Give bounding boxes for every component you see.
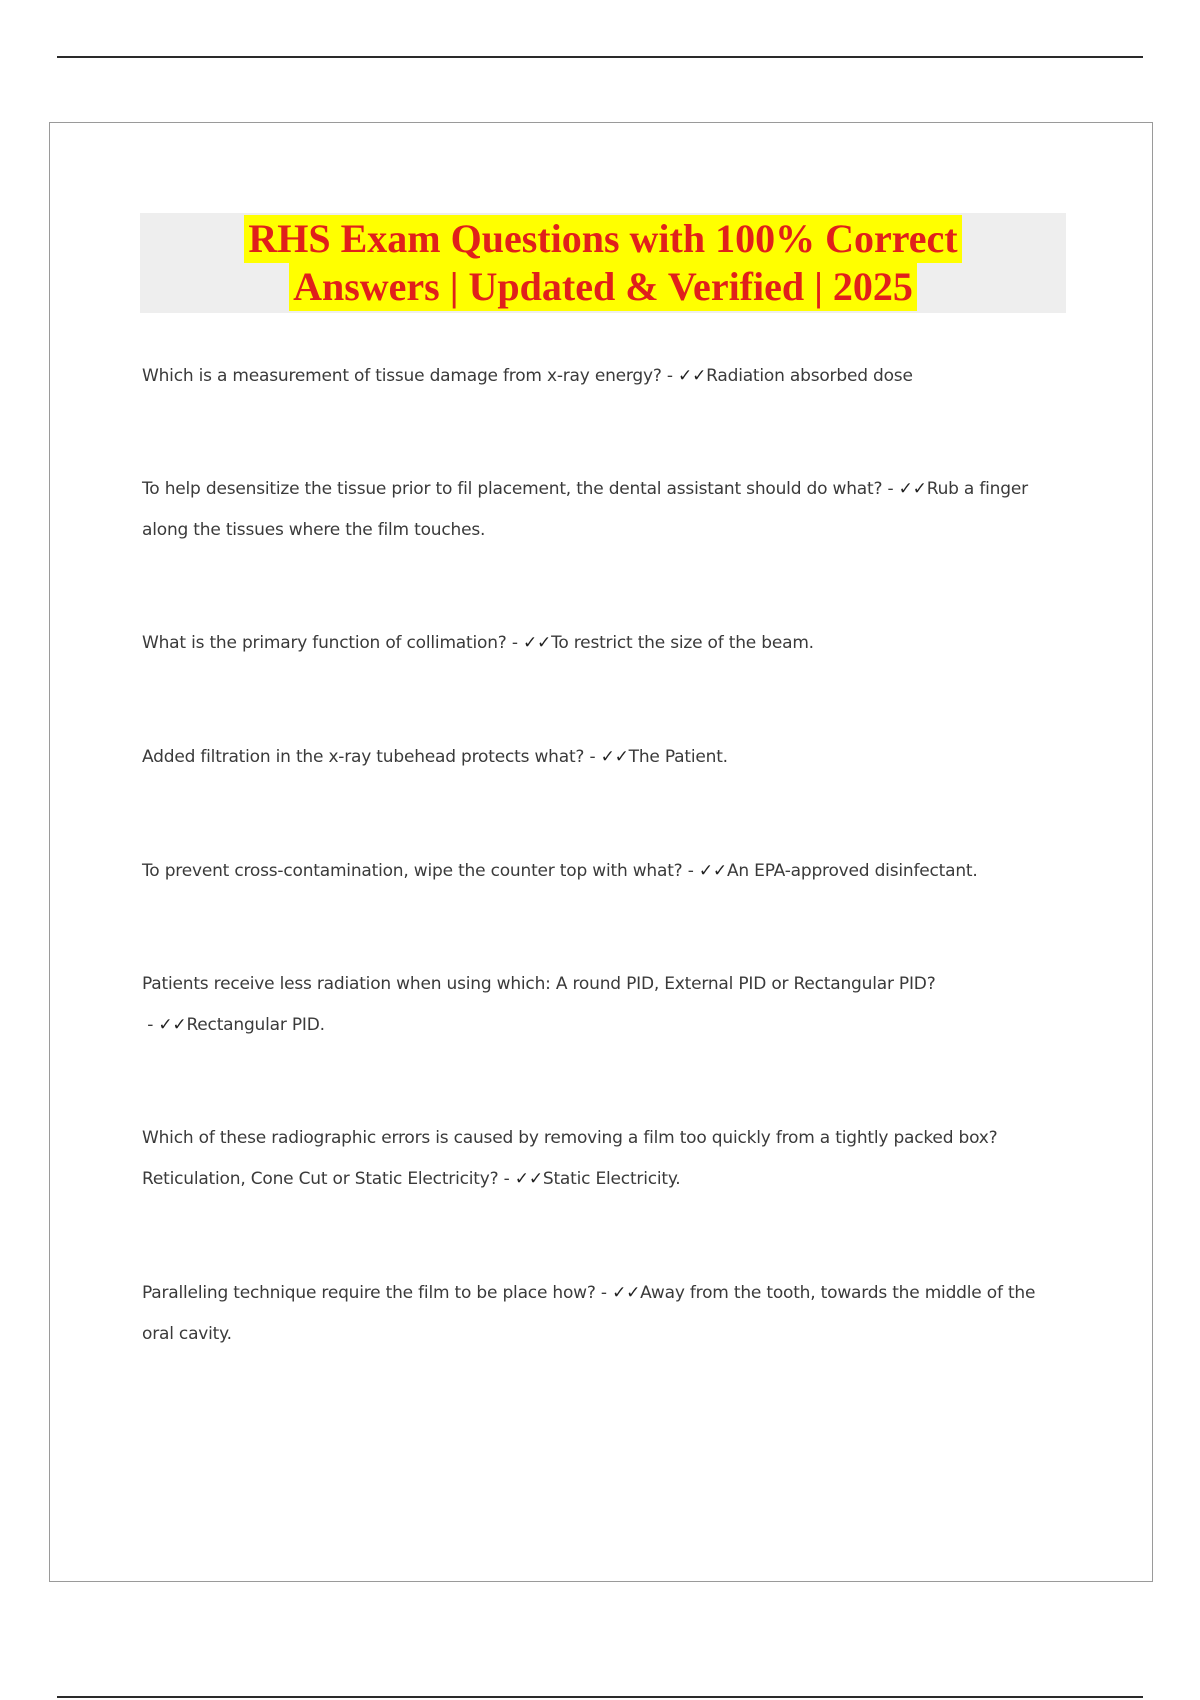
question-text: To prevent cross-contamination, wipe the counter top with what?	[142, 861, 683, 881]
separator: -	[595, 1283, 613, 1303]
check-mark-icon: ✓✓	[898, 479, 927, 499]
top-rule	[57, 56, 1143, 58]
qa-item	[142, 623, 1062, 664]
separator: -	[661, 366, 679, 386]
document-title-line-2: Answers | Updated & Verified | 2025	[289, 263, 917, 311]
answer-text: Static Electricity.	[542, 1169, 681, 1189]
separator: -	[682, 861, 699, 881]
check-mark-icon: ✓✓	[612, 1283, 641, 1303]
qa-item	[142, 737, 1062, 778]
answer-text: Radiation absorbed dose	[706, 366, 913, 386]
bottom-rule	[57, 1696, 1143, 1698]
separator: -	[506, 633, 523, 653]
qa-item	[142, 1118, 1062, 1200]
answer-text: Away from the tooth, towards the middle of the oral cavity.	[142, 1283, 1036, 1344]
separator: -	[498, 1169, 515, 1189]
question-text: Paralleling technique require the film to be place how?	[142, 1283, 596, 1303]
check-mark-icon: ✓✓	[158, 1015, 187, 1035]
qa-item	[142, 469, 1062, 551]
check-mark-icon: ✓✓	[698, 861, 727, 881]
qa-list	[142, 356, 1062, 1355]
check-mark-icon: ✓✓	[522, 633, 552, 653]
answer-text: Rectangular PID.	[186, 1015, 325, 1035]
qa-item	[142, 964, 1062, 1046]
answer-text: Rub a finger along the tissues where the film touches.	[142, 479, 1028, 540]
question-text: Which is a measurement of tissue damage from x-ray energy?	[142, 366, 662, 386]
question-text: What is the primary function of collimation?	[142, 633, 507, 653]
check-mark-icon: ✓✓	[600, 747, 629, 767]
document-title-line-1: RHS Exam Questions with 100% Correct	[244, 215, 961, 263]
question-text: Which of these radiographic errors is caused by removing a film too quickly from a tightly packed box? Reticulation, Cone Cut or Static Electricity?	[142, 1128, 998, 1189]
check-mark-icon: ✓✓	[514, 1169, 543, 1189]
title-band	[140, 213, 1066, 313]
separator: -	[142, 1015, 159, 1035]
question-text: Patients receive less radiation when using which: A round PID, External PID or Rectangular PID?	[142, 974, 936, 994]
qa-item	[142, 851, 1062, 892]
question-text: To help desensitize the tissue prior to fil placement, the dental assistant should do what?	[142, 479, 883, 499]
check-mark-icon: ✓✓	[678, 366, 707, 386]
qa-item	[142, 356, 1062, 397]
answer-text: To restrict the size of the beam.	[551, 633, 814, 653]
answer-text: An EPA-approved disinfectant.	[726, 861, 978, 881]
qa-item	[142, 1273, 1062, 1355]
question-text: Added filtration in the x-ray tubehead protects what?	[142, 747, 585, 767]
separator: -	[584, 747, 601, 767]
separator: -	[882, 479, 899, 499]
answer-text: The Patient.	[628, 747, 728, 767]
